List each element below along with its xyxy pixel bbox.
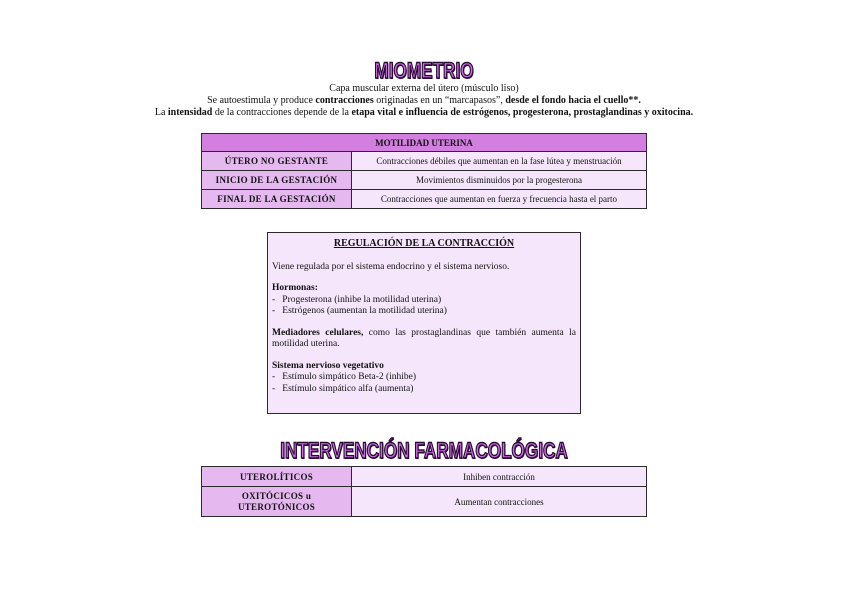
list-item: - Estrógenos (aumentan la motilidad uterina) — [272, 306, 447, 316]
section-title: INTERVENCIÓN FARMACOLÓGICA — [280, 438, 568, 463]
list-item: - Progesterona (inhibe la motilidad uterina) — [272, 294, 442, 305]
list-item-text: Progesterona (inhibe la motilidad uterina) — [282, 294, 442, 305]
list-item-text: Estímulo simpático Beta-2 (inhibe) — [282, 372, 417, 382]
row-label: INICIO DE LA GESTACIÓN — [202, 171, 352, 190]
row-label: OXITÓCICOS u UTEROTÓNICOS — [202, 487, 352, 517]
list-item: - Estímulo simpático alfa (aumenta) — [272, 383, 414, 394]
row-value: Inhiben contracción — [352, 467, 647, 487]
intro-line-3 — [0, 107, 848, 119]
intro-line-2 — [0, 95, 848, 107]
table-row — [202, 152, 647, 171]
farmacologia-table — [201, 466, 647, 517]
motilidad-header: MOTILIDAD UTERINA — [202, 134, 647, 152]
snv-title: Sistema nervioso vegetativo — [272, 360, 384, 371]
intro-line-1: Capa muscular externa del útero (músculo liso) — [329, 83, 519, 94]
list-item-text: Estrógenos (aumentan la motilidad uterina) — [282, 306, 447, 316]
intro-line-2-text-a: Se autoestimula y produce — [207, 95, 316, 106]
hormonas-title: Hormonas: — [272, 283, 318, 293]
row-value: Contracciones débiles que aumentan en la fase lútea y menstruación — [352, 152, 647, 171]
table-row — [202, 171, 647, 190]
intro-line-2-bold-a: contracciones — [315, 95, 374, 106]
list-item: - Estímulo simpático Beta-2 (inhibe) — [272, 372, 417, 382]
row-label: ÚTERO NO GESTANTE — [202, 152, 352, 171]
regulacion-intro: Viene regulada por el sistema endocrino y el sistema nervioso. — [272, 261, 510, 272]
intro-line-2-bold-b: desde el fondo hacia el cuello**. — [505, 95, 641, 106]
intro-line-2-text-b: originadas en un “marcapasos”, — [373, 95, 506, 106]
intro-line-3-bold-a: intensidad — [167, 107, 213, 118]
list-item-text: Estímulo simpático alfa (aumenta) — [282, 383, 414, 394]
motilidad-table — [201, 133, 647, 209]
regulacion-box — [267, 232, 581, 414]
page-title: MIOMETRIO — [374, 58, 474, 83]
row-label: UTEROLÍTICOS — [202, 467, 352, 487]
mediadores-text: como las prostaglandinas que también aumenta la motilidad uterina. — [272, 327, 576, 349]
regulacion-header: REGULACIÓN DE LA CONTRACCIÓN — [333, 238, 515, 249]
table-row — [202, 467, 647, 487]
row-value: Aumentan contracciones — [352, 487, 647, 517]
row-value: Contracciones que aumentan en fuerza y frecuencia hasta el parto — [352, 190, 647, 209]
row-label: FINAL DE LA GESTACIÓN — [202, 190, 352, 209]
intro-line-3-text-a: La — [154, 107, 168, 118]
intro-line-3-text-b: de la contracciones depende de la — [212, 107, 352, 118]
mediadores-title: Mediadores celulares, — [272, 327, 364, 338]
intro-line-3-bold-b: etapa vital e influencia de estrógenos, progesterona, prostaglandinas y oxitocina. — [351, 107, 694, 118]
mediadores-paragraph — [272, 328, 576, 351]
row-value: Movimientos disminuidos por la progesterona — [352, 171, 647, 190]
table-row — [202, 190, 647, 209]
table-row — [202, 487, 647, 517]
